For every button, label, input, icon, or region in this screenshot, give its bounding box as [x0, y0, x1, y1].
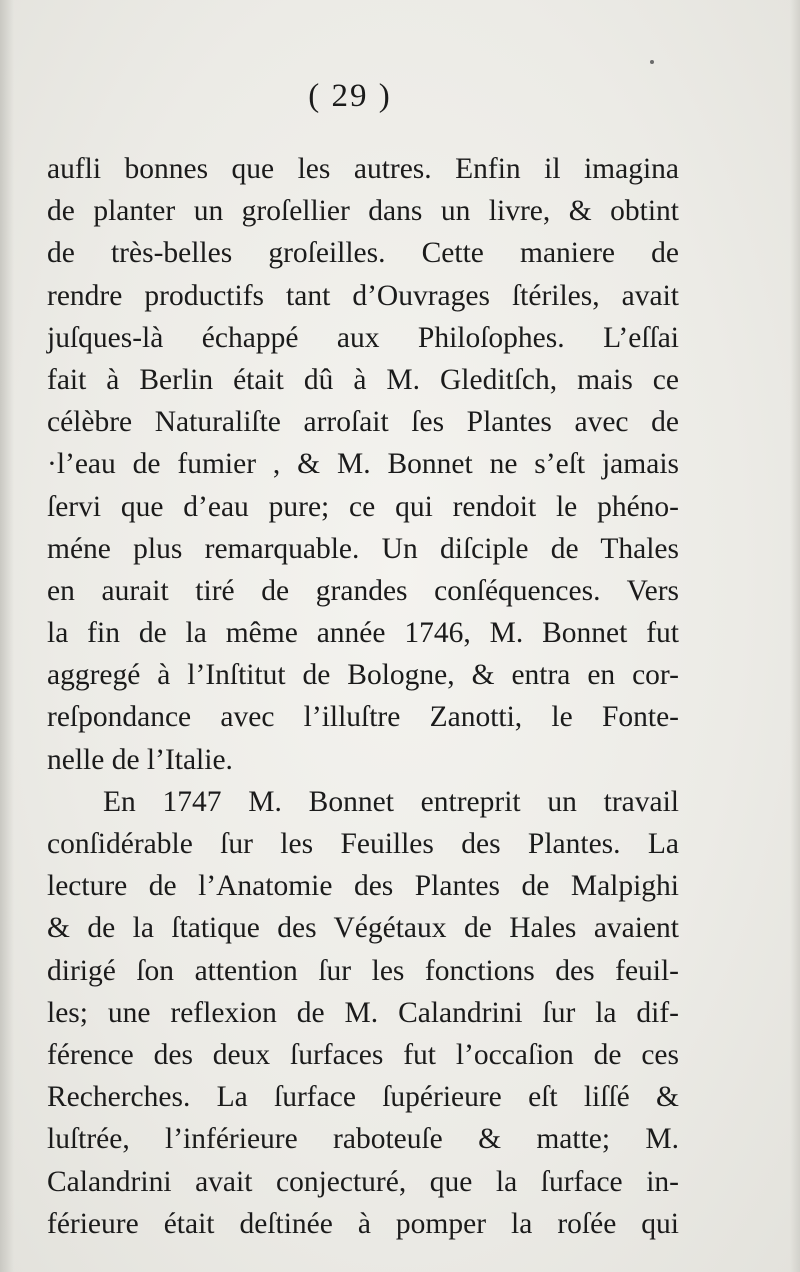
text-line: Calandrini avait conjecturé, que la ſurface in- — [47, 1165, 679, 1198]
text-line: reſpondance avec l’illuſtre Zanotti, le Fonte- — [47, 701, 679, 734]
text-line: les; une reflexion de M. Calandrini ſur la dif- — [47, 996, 679, 1029]
paragraph-first-line: En 1747 M. Bonnet entreprit un travail — [103, 785, 679, 818]
text-line: rendre productifs tant d’Ouvrages ſtériles, avait — [47, 279, 679, 312]
text-line: juſques-là échappé aux Philoſophes. L’eſſai — [47, 321, 679, 354]
page-number: ( 29 ) — [308, 78, 392, 114]
text-line: férieure était deſtinée à pomper la roſée qui — [47, 1207, 679, 1240]
text-line: aggregé à l’Inſtitut de Bologne, & entra en cor- — [47, 659, 679, 692]
text-line: la fin de la même année 1746, M. Bonnet fut — [47, 617, 679, 650]
text-line: méne plus remarquable. Un diſciple de Thales — [47, 532, 679, 565]
page-shadow-left — [0, 0, 14, 1272]
text-line: & de la ſtatique des Végétaux de Hales avaient — [47, 912, 679, 945]
text-line: ·l’eau de fumier , & M. Bonnet ne s’eſt jamais — [47, 448, 679, 481]
text-line: luſtrée, l’inférieure raboteuſe & matte; M. — [47, 1123, 679, 1156]
ink-speck — [650, 60, 654, 64]
text-line: ſervi que d’eau pure; ce qui rendoit le phéno- — [47, 490, 679, 523]
text-line: dirigé ſon attention ſur les fonctions des feuil- — [47, 954, 679, 987]
text-line: fait à Berlin était dû à M. Gleditſch, mais ce — [47, 363, 679, 396]
text-line: conſidérable ſur les Feuilles des Plantes. La — [47, 828, 679, 860]
text-line: aufli bonnes que les autres. Enfin il imagina — [47, 153, 679, 185]
text-line: célèbre Naturaliſte arroſait ſes Plantes avec de — [47, 406, 679, 439]
text-line: en aurait tiré de grandes conſéquences. Vers — [47, 574, 679, 607]
text-line: férence des deux ſurfaces fut l’occaſion de ces — [47, 1038, 679, 1071]
page-shadow-right — [790, 0, 800, 1272]
text-line: de planter un groſellier dans un livre, & obtint — [47, 195, 679, 228]
paragraph-end-line: nelle de l’Italie. — [47, 743, 233, 776]
text-line: Recherches. La ſurface ſupérieure eſt liſſé & — [47, 1081, 679, 1114]
text-line: lecture de l’Anatomie des Plantes de Malpighi — [47, 870, 679, 903]
text-line: de très-belles groſeilles. Cette maniere de — [47, 237, 679, 270]
body-text — [47, 148, 679, 1245]
